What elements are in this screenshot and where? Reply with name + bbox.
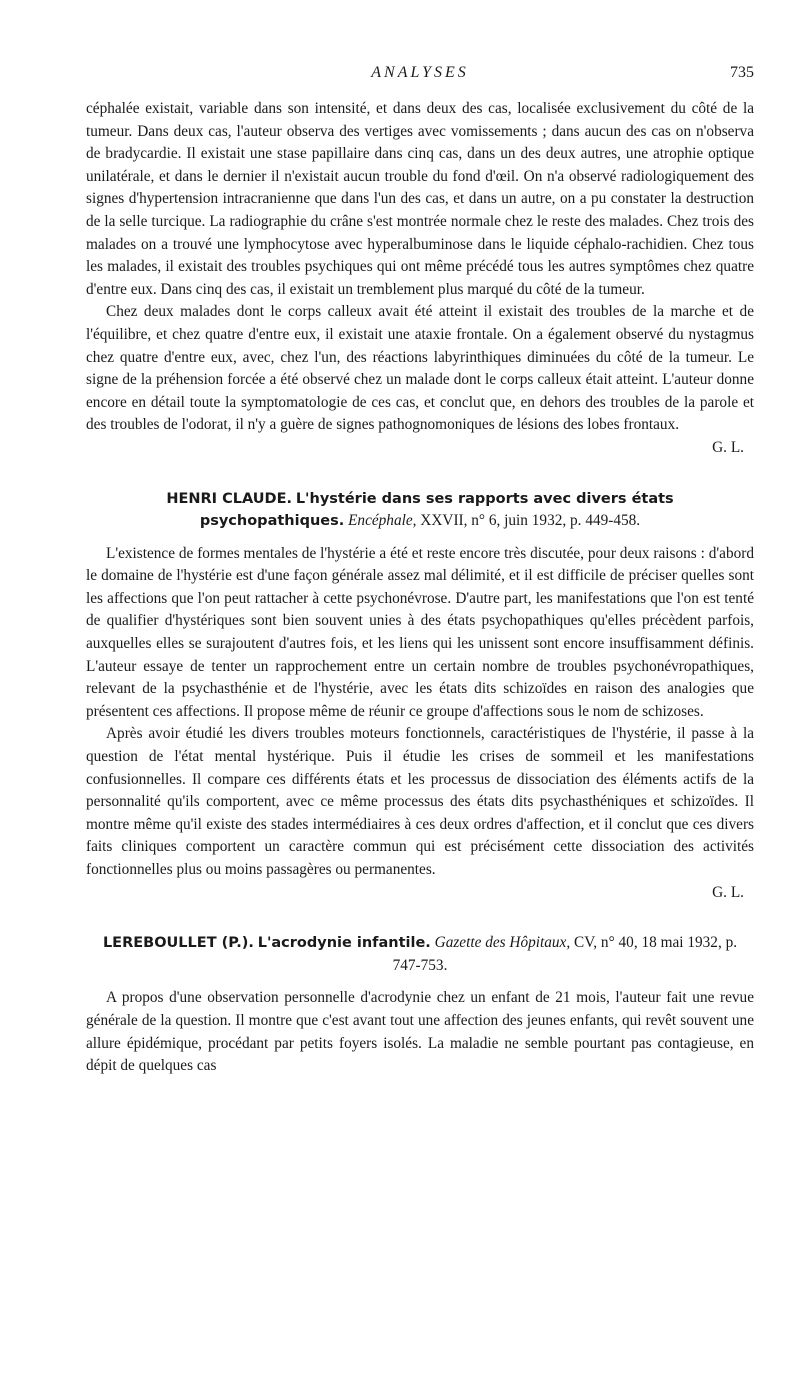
entry-title: L'acrodynie infantile. xyxy=(257,935,431,952)
entry-author: HENRI CLAUDE. xyxy=(166,490,292,507)
entry-citation: XXVII, n° 6, juin 1932, p. 449-458. xyxy=(420,512,641,530)
page-body xyxy=(86,98,754,1078)
continuation-paragraph-2: Chez deux malades dont le corps calleux avait été atteint il existait des troubles de la marche et de l'équilibre, et chez quatre d'entre eux, il existait une ataxie frontale. On a également observé du nystagmus chez quatre d'entre eux, avec, chez l'un, des réactions labyrinthiques diminuées du côté de la tumeur. Le signe de la préhension forcée a été observé chez un malade dont le corps calleux était atteint. L'auteur donne encore en détail toute la symptomatologie de ces cas, et conclut que, en dehors des troubles de la parole et des troubles de l'odorat, il n'y a guère de signes pathognomoniques de lésions des lobes frontaux. xyxy=(86,303,754,434)
page-number: 735 xyxy=(730,64,754,81)
entry1-paragraph-1: L'existence de formes mentales de l'hystérie a été et reste encore très discutée, pour deux raisons : d'abord le domaine de l'hystérie est d'une façon générale assez mal délimité, et il est difficile de préciser quelles sont les affections que l'on peut rattacher à cette psychonévrose. D'autre part, les manifestations que l'on est tenté de qualifier d'hystériques sont bien souvent unies à des états psychopathiques qu'elles précèdent parfois, auxquelles elles se surajoutent d'autres fois, et les liens qui les unissent sont encore insuffisamment définis. L'auteur essaye de tenter un rapprochement entre un certain nombre de troubles psychonévropathiques, relevant de la psychasthénie et de l'hystérie, avec les états dits schizoïdes en raison des analogies que présentent ces affections. Il propose même de réunir ce groupe d'affections sous le nom de schizoses. xyxy=(86,544,754,720)
entry-heading-claude xyxy=(86,488,754,533)
continuation-signature: G. L. xyxy=(712,438,744,456)
entry-author: LEREBOULLET (P.). xyxy=(102,935,254,952)
entry-title: L'hystérie dans ses rapports avec divers états psychopathiques. xyxy=(199,490,674,530)
entry-journal: Gazette des Hôpitaux, xyxy=(434,934,571,952)
entry1-paragraph-2: Après avoir étudié les divers troubles moteurs fonctionnels, caractéristiques de l'hystérie, il passe à la question de l'état mental hystérique. Puis il étudie les crises de sommeil et les manifestations confusionnelles. Il compare ces différents états et les processus de dissociation des éléments actifs de la personnalité qu'ils comportent, avec ce même processus des états dits psychasthéniques et schizoïdes. Il montre même qu'il existe des stades intermédiaires à ces deux ordres d'affection, et il conclut que ces divers faits cliniques comportent un caractère commun qui est précisément cette dissociation des activités fonctionnelles plus ou moins passagères ou permanentes. xyxy=(86,725,754,878)
entry2-paragraph-1: A propos d'une observation personnelle d'acrodynie chez un enfant de 21 mois, l'auteur fait une revue générale de la question. Il montre que c'est avant tout une affection des jeunes enfants, qui revêt souvent une allure épidémique, procédant par petits foyers isolés. La maladie ne semble pourtant pas contagieuse, en dépit de quelques cas xyxy=(86,989,754,1075)
entry-journal: Encéphale, xyxy=(348,512,417,530)
running-title: ANALYSES xyxy=(371,64,469,81)
entry-citation: CV, n° 40, 18 mai 1932, p. 747-753. xyxy=(392,934,738,974)
continuation-paragraph-1: céphalée existait, variable dans son intensité, et dans deux des cas, localisée exclusivement du côté de la tumeur. Dans deux cas, l'auteur observa des vertiges avec vomissements ; dans aucun des cas on n'observa de bradycardie. Il existait une stase papillaire dans cinq cas, dans un des deux autres, une atrophie optique unilatérale, et dans le dernier il n'existait aucun trouble du fond d'œil. On n'a observé radiologiquement des signes d'hypertension intracranienne que dans l'un des cas, et dans un autre, on a pu constater la destruction de la selle turcique. La radiographie du crâne s'est montrée normale chez le reste des malades. Chez trois des malades on a trouvé une lymphocytose avec hyperalbuminose dans le liquide céphalo-rachidien. Chez tous les malades, il existait des troubles psychiques qui ont même précédé tous les autres symptômes chez quatre d'entre eux. Dans cinq des cas, il existait un tremblement plus marqué du côté de la tumeur. xyxy=(86,100,754,298)
entry1-signature: G. L. xyxy=(712,883,744,901)
entry-heading-lereboullet xyxy=(86,932,754,977)
running-head xyxy=(86,64,754,88)
